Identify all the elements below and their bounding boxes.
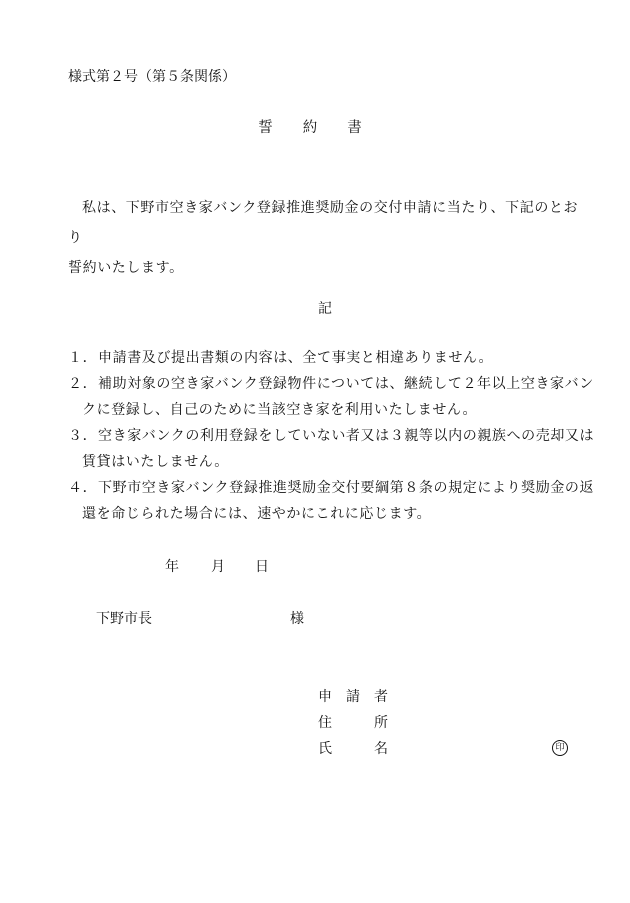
pledge-text: 補助対象の空き家バンク登録物件については、継続して２年以上空き家バン [98, 376, 594, 392]
date-line [165, 560, 269, 574]
pledge-number: ４． [68, 480, 98, 496]
applicant-address-row [318, 716, 394, 730]
addressee: 下野市長 [96, 611, 152, 627]
pledge-number: ３． [68, 428, 98, 444]
pledge-item-3 [68, 423, 595, 475]
intro-line-2: 誓約いたします。 [68, 260, 184, 276]
ki-heading: 記 [318, 301, 332, 317]
applicant-heading-label: 申 請 者 [318, 689, 388, 705]
pledge-list [68, 345, 595, 527]
intro-line-1: 私は、下野市空き家バンク登録推進奨励金の交付申請に当たり、下記のとおり [68, 200, 579, 246]
date-day: 日 [255, 559, 269, 575]
date-year: 年 [165, 559, 179, 575]
form-number: 様式第２号（第５条関係） [68, 69, 236, 85]
pledge-item-4 [68, 475, 595, 527]
honorific-sama: 様 [290, 611, 304, 627]
seal-mark-icon: 印 [552, 740, 568, 756]
applicant-heading [318, 690, 394, 704]
pledge-item-1 [68, 345, 588, 371]
pledge-number: １． [68, 350, 98, 366]
pledge-number: ２． [68, 376, 98, 392]
pledge-text: 下野市空き家バンク登録推進奨励金交付要綱第８条の規定により奨励金の返 [98, 480, 595, 496]
name-label: 氏 名 [318, 741, 388, 757]
document-title: 誓約書 [258, 120, 392, 136]
pledge-text: 申請書及び提出書類の内容は、全て事実と相違ありません。 [98, 350, 494, 366]
pledge-text-continued: 賃貸はいたしません。 [82, 454, 229, 470]
date-month: 月 [211, 559, 225, 575]
pledge-text-continued: 還を命じられた場合には、速やかにこれに応じます。 [82, 506, 432, 522]
pledge-item-2 [68, 371, 594, 423]
pledge-text-continued: クに登録し、自己のために当該空き家を利用いたしません。 [82, 402, 478, 418]
intro-paragraph [68, 193, 580, 283]
applicant-name-row [318, 742, 394, 756]
address-label: 住 所 [318, 715, 388, 731]
pledge-text: 空き家バンクの利用登録をしていない者又は３親等以内の親族への売却又は [98, 428, 595, 444]
